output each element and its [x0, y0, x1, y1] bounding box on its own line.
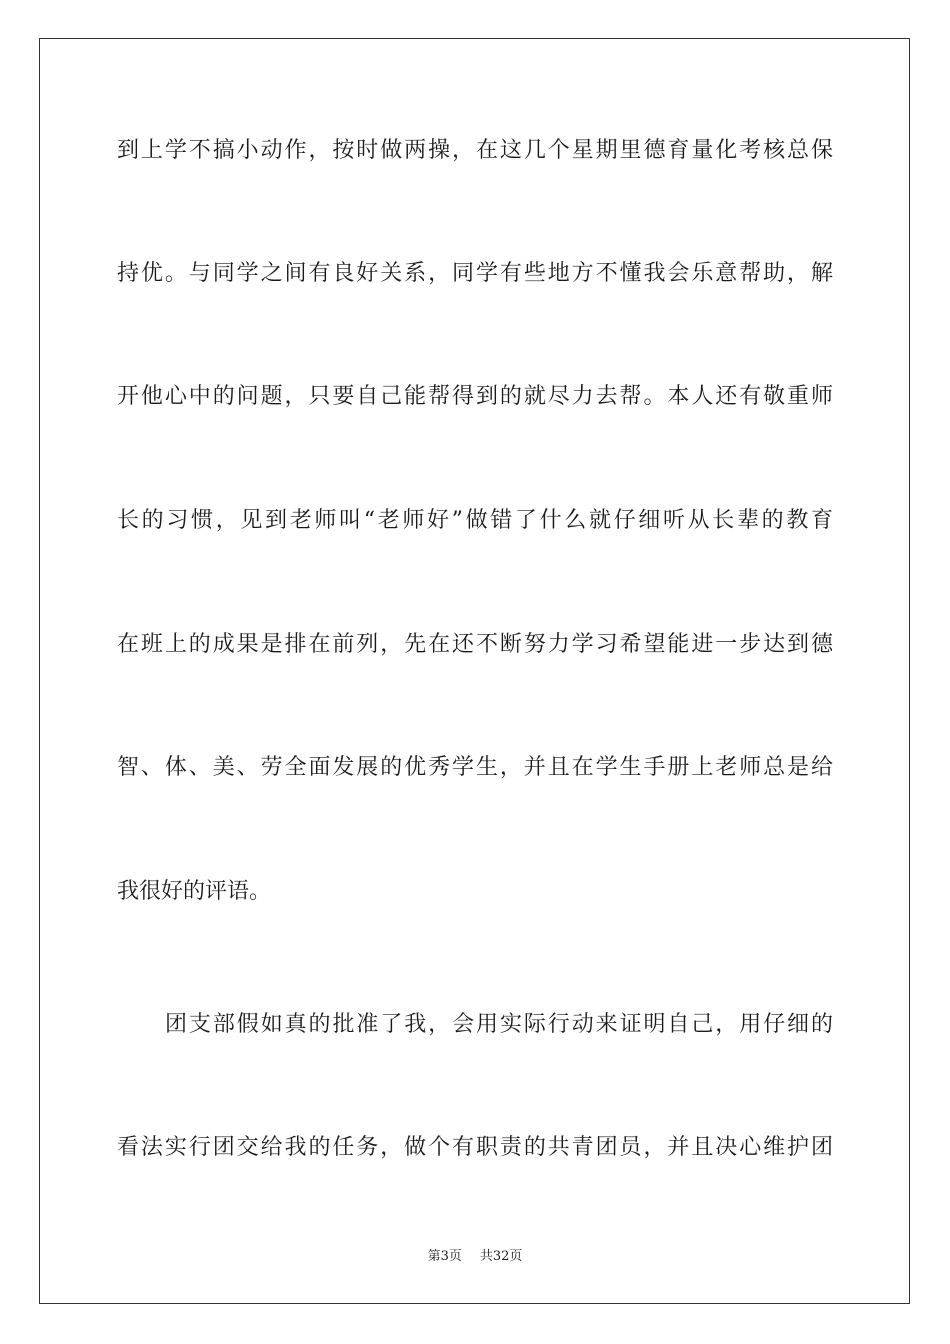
current-page-number: 第3页 [427, 1249, 462, 1264]
total-page-count: 共32页 [479, 1249, 523, 1264]
paragraph-line: 在班上的成果是排在前列，先在还不断努力学习希望能进一步达到德 [117, 632, 833, 657]
paragraph-line: 我很好的评语。 [117, 879, 272, 904]
paragraph-line: 到上学不搞小动作，按时做两操，在这几个星期里德育量化考核总保 [117, 138, 833, 163]
paragraph-line: 持优。与同学之间有良好关系，同学有些地方不懂我会乐意帮助，解 [117, 261, 833, 286]
page-border [39, 38, 910, 1304]
page-footer [0, 1248, 950, 1266]
paragraph-line: 开他心中的问题，只要自己能帮得到的就尽力去帮。本人还有敬重师 [117, 384, 833, 409]
paragraph-line: 看法实行团交给我的任务，做个有职责的共青团员，并且决心维护团 [117, 1135, 833, 1160]
paragraph-line: 团支部假如真的批准了我，会用实际行动来证明自己，用仔细的 [165, 1012, 833, 1037]
paragraph-line: 智、体、美、劳全面发展的优秀学生，并且在学生手册上老师总是给 [117, 755, 833, 780]
paragraph-line: 长的习惯，见到老师叫“老师好”做错了什么就仔细听从长辈的教育 [117, 508, 833, 533]
